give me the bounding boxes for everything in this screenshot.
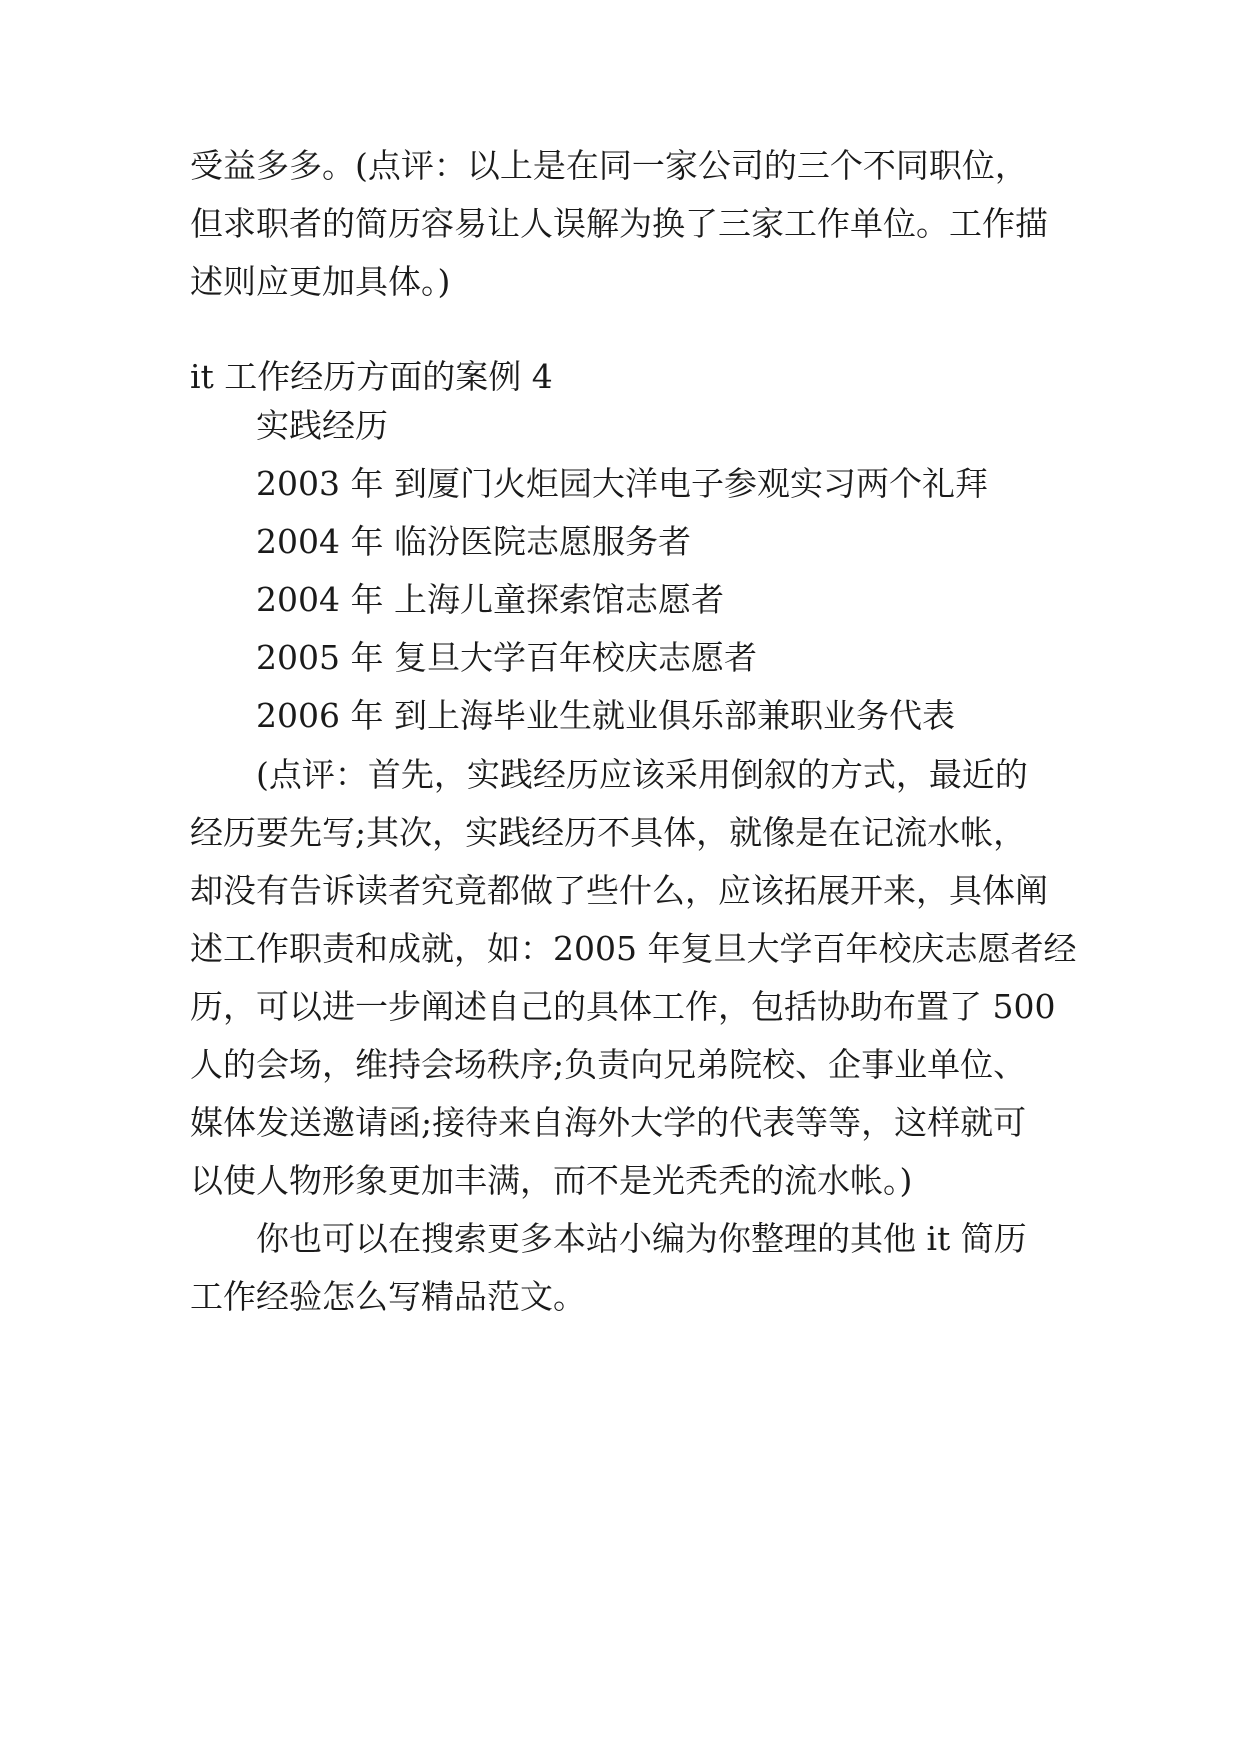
comment-line-7: 媒体发送邀请函;接待来自海外大学的代表等等，这样就可 xyxy=(190,1103,1027,1142)
comment-line-5: 历，可以进一步阐述自己的具体工作，包括协助布置了 500 xyxy=(190,987,1056,1026)
practice-title: 实践经历 xyxy=(256,406,388,445)
comment-line-1: (点评：首先，实践经历应该采用倒叙的方式，最近的 xyxy=(190,755,1028,794)
practice-item: 2004 年 上海儿童探索馆志愿者 xyxy=(256,580,724,619)
comment-paragraph xyxy=(190,746,1077,1210)
comment-line-6: 人的会场，维持会场秩序;负责向兄弟院校、企事业单位、 xyxy=(190,1045,1027,1084)
practice-item: 2003 年 到厦门火炬园大洋电子参观实习两个礼拜 xyxy=(256,464,988,503)
intro-line-1: 受益多多。(点评：以上是在同一家公司的三个不同职位， xyxy=(190,146,1028,185)
practice-item: 2005 年 复旦大学百年校庆志愿者 xyxy=(256,638,757,677)
comment-line-2: 经历要先写;其次，实践经历不具体，就像是在记流水帐， xyxy=(190,813,1027,852)
closing-paragraph xyxy=(190,1210,1060,1326)
practice-item: 2006 年 到上海毕业生就业俱乐部兼职业务代表 xyxy=(256,696,955,735)
intro-line-2: 但求职者的简历容易让人误解为换了三家工作单位。工作描 xyxy=(190,204,1048,243)
section-heading: it 工作经历方面的案例 4 xyxy=(190,357,553,396)
practice-item: 2004 年 临汾医院志愿服务者 xyxy=(256,522,691,561)
closing-line-2: 工作经验怎么写精品范文。 xyxy=(190,1277,586,1316)
practice-section xyxy=(190,397,1060,745)
comment-line-4: 述工作职责和成就，如：2005 年复旦大学百年校庆志愿者经 xyxy=(190,929,1077,968)
intro-paragraph xyxy=(190,137,1060,311)
comment-line-8: 以使人物形象更加丰满，而不是光秃秃的流水帐。) xyxy=(190,1161,913,1200)
comment-line-3: 却没有告诉读者究竟都做了些什么，应该拓展开来，具体阐 xyxy=(190,871,1048,910)
intro-line-3: 述则应更加具体。) xyxy=(190,262,451,301)
closing-line-1: 你也可以在搜索更多本站小编为你整理的其他 it 简历 xyxy=(190,1219,1027,1258)
